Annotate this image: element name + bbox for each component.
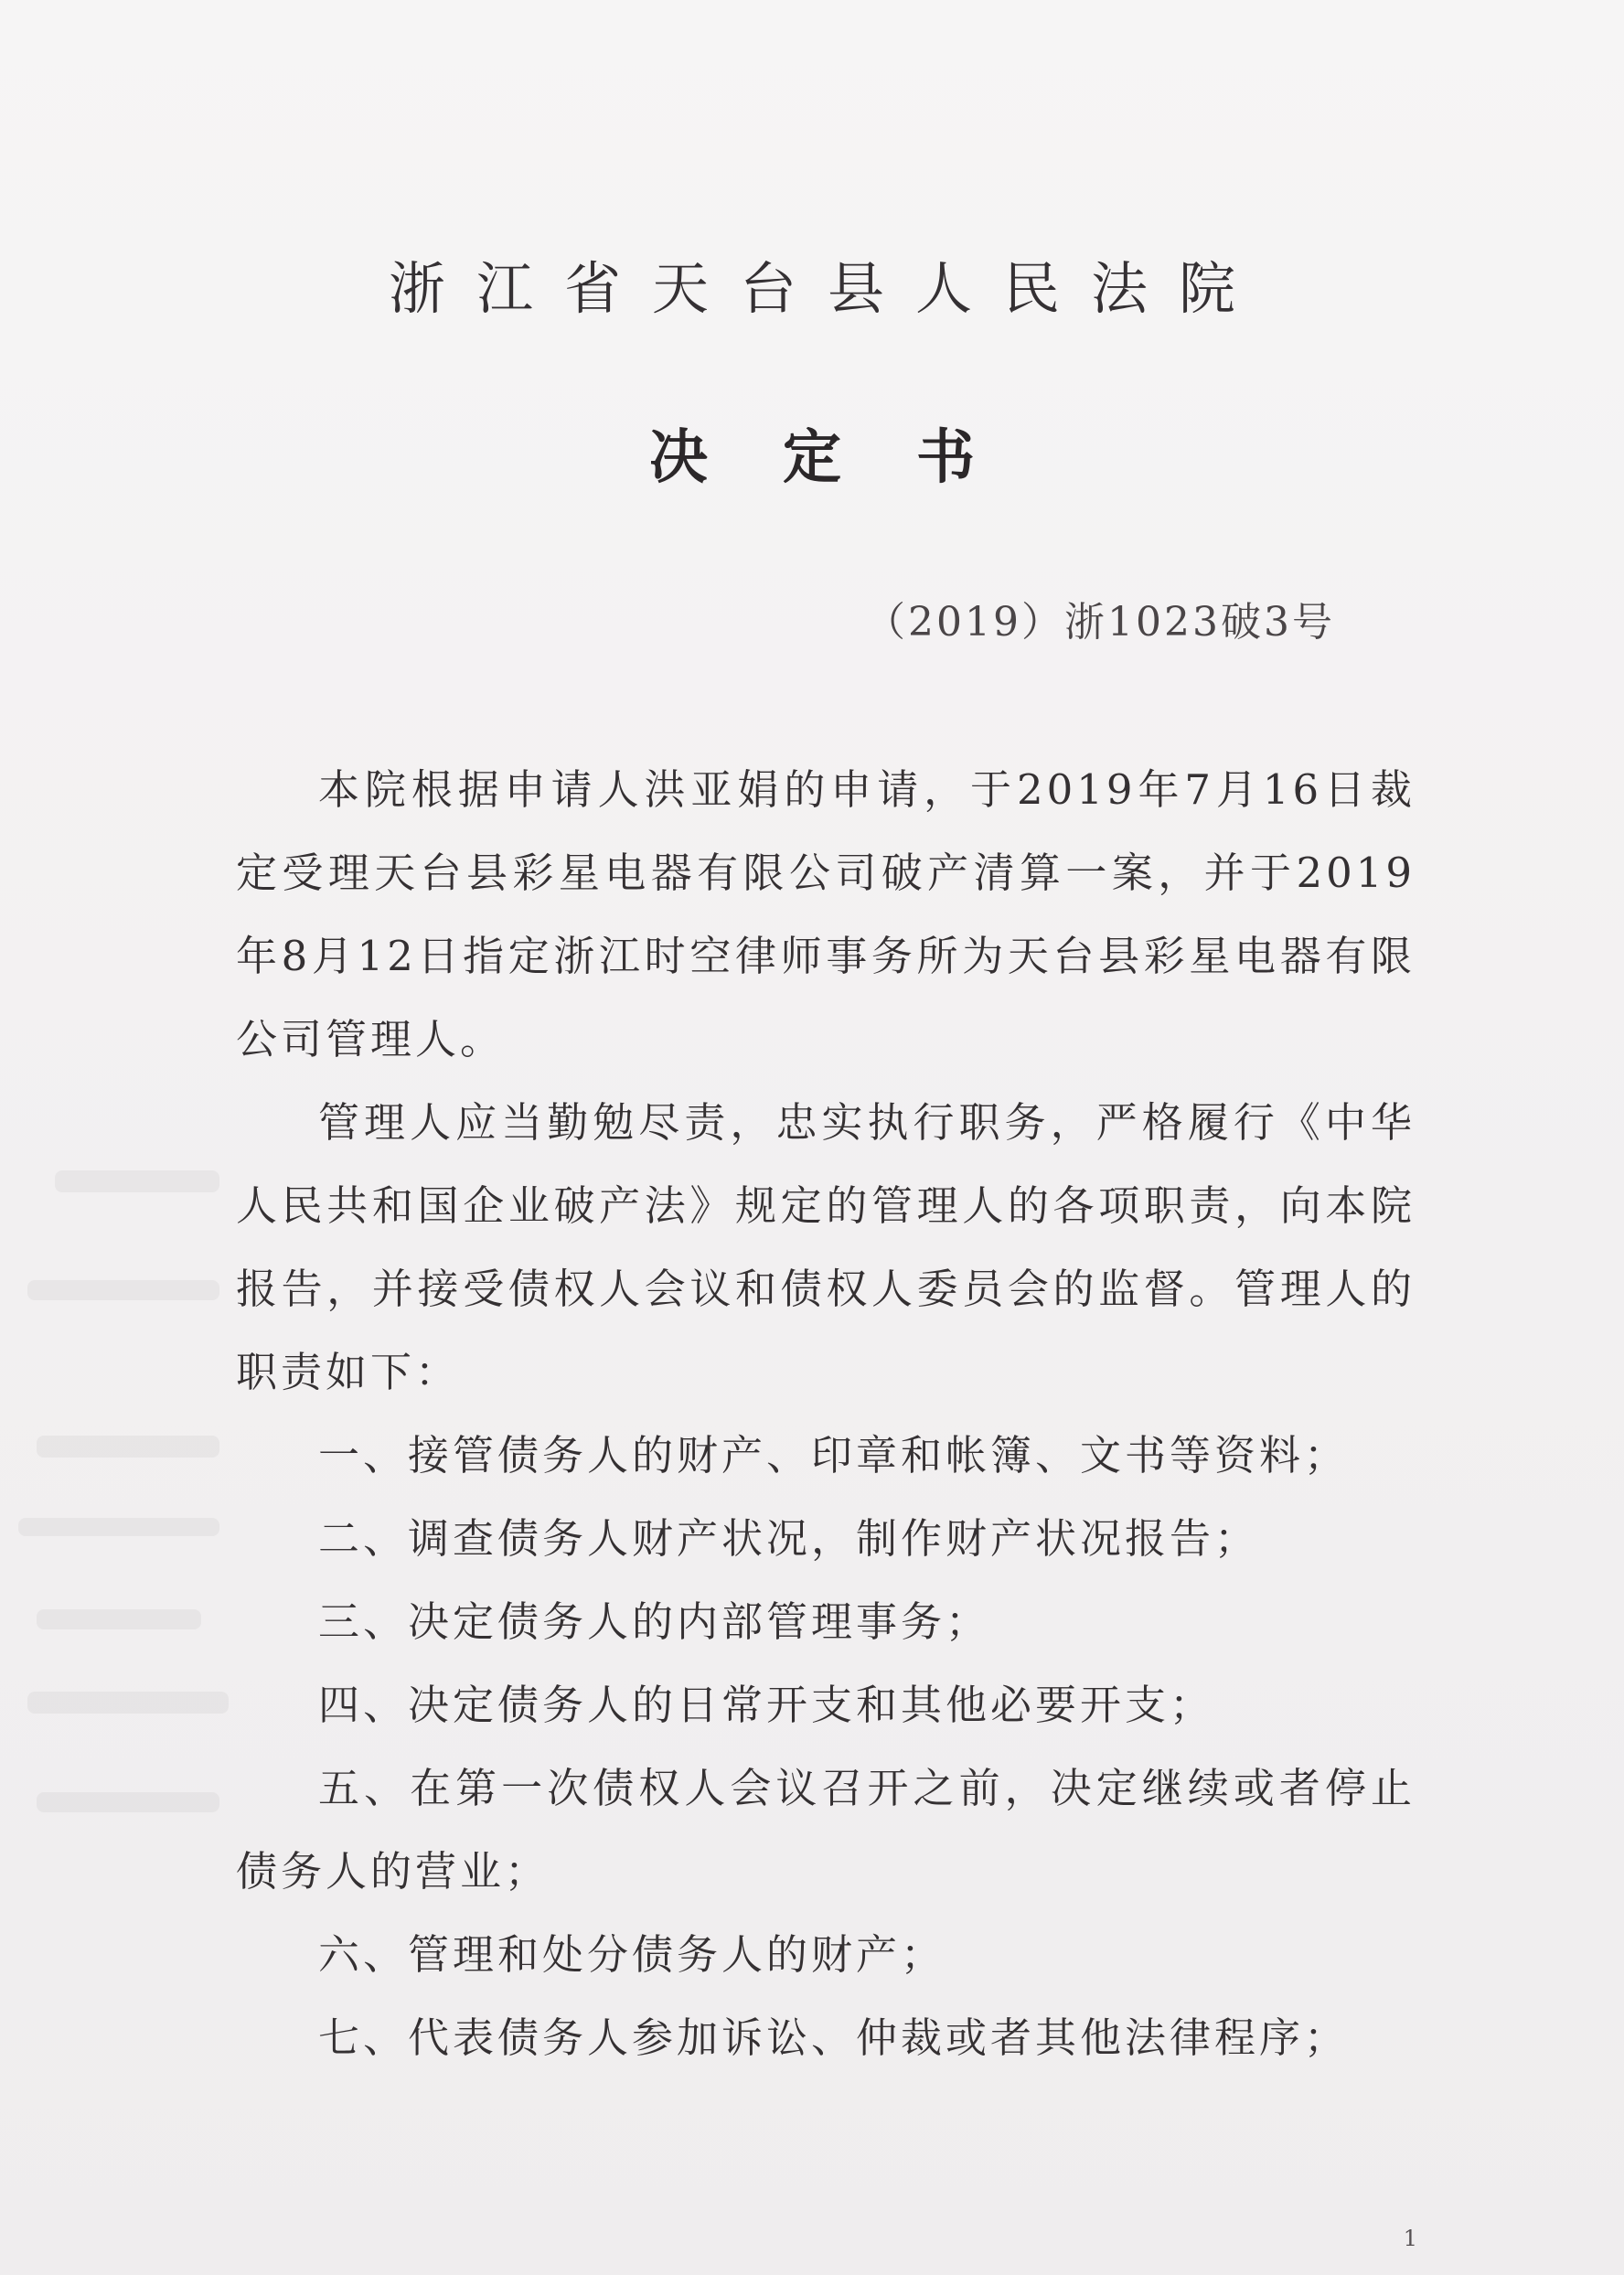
bleed-through-mark bbox=[55, 1170, 219, 1192]
paragraph-acceptance: 本院根据申请人洪亚娟的申请，于2019年7月16日裁定受理天台县彩星电器有限公司破产清算一案，并于2019年8月12日指定浙江时空律师事务所为天台县彩星电器有限公司管理人。 bbox=[236, 765, 1416, 1063]
case-number: （2019）浙1023破3号 bbox=[865, 599, 1335, 646]
duty-item-1: 一、接管债务人的财产、印章和帐簿、文书等资料； bbox=[318, 1431, 1350, 1479]
bleed-through-mark bbox=[37, 1792, 219, 1812]
paragraph-manager-duties: 管理人应当勤勉尽责，忠实执行职务，严格履行《中华人民共和国企业破产法》规定的管理人的各项职责，向本院报告，并接受债权人会议和债权人委员会的监督。管理人的职责如下： bbox=[236, 1098, 1416, 1396]
bleed-through-mark bbox=[37, 1436, 219, 1458]
duty-item-3: 三、决定债务人的内部管理事务； bbox=[318, 1597, 991, 1646]
duty-item-4: 四、决定债务人的日常开支和其他必要开支； bbox=[318, 1681, 1215, 1729]
duty-item-2: 二、调查债务人财产状况，制作财产状况报告； bbox=[318, 1514, 1260, 1563]
court-name: 浙江省天台县人民法院 bbox=[388, 255, 1266, 322]
bleed-through-mark bbox=[27, 1280, 219, 1300]
duty-item-6: 六、管理和处分债务人的财产； bbox=[318, 1930, 946, 1979]
bleed-through-mark bbox=[18, 1518, 219, 1536]
document-body bbox=[236, 748, 1416, 2079]
duty-item-7: 七、代表债务人参加诉讼、仲裁或者其他法律程序； bbox=[318, 2013, 1350, 2062]
duty-item-5: 五、在第一次债权人会议召开之前，决定继续或者停止债务人的营业； bbox=[236, 1764, 1416, 1896]
bleed-through-mark bbox=[37, 1609, 201, 1629]
document-title: 决定书 bbox=[649, 423, 1050, 492]
bleed-through-mark bbox=[27, 1692, 229, 1714]
page-number: 1 bbox=[1403, 2226, 1417, 2251]
